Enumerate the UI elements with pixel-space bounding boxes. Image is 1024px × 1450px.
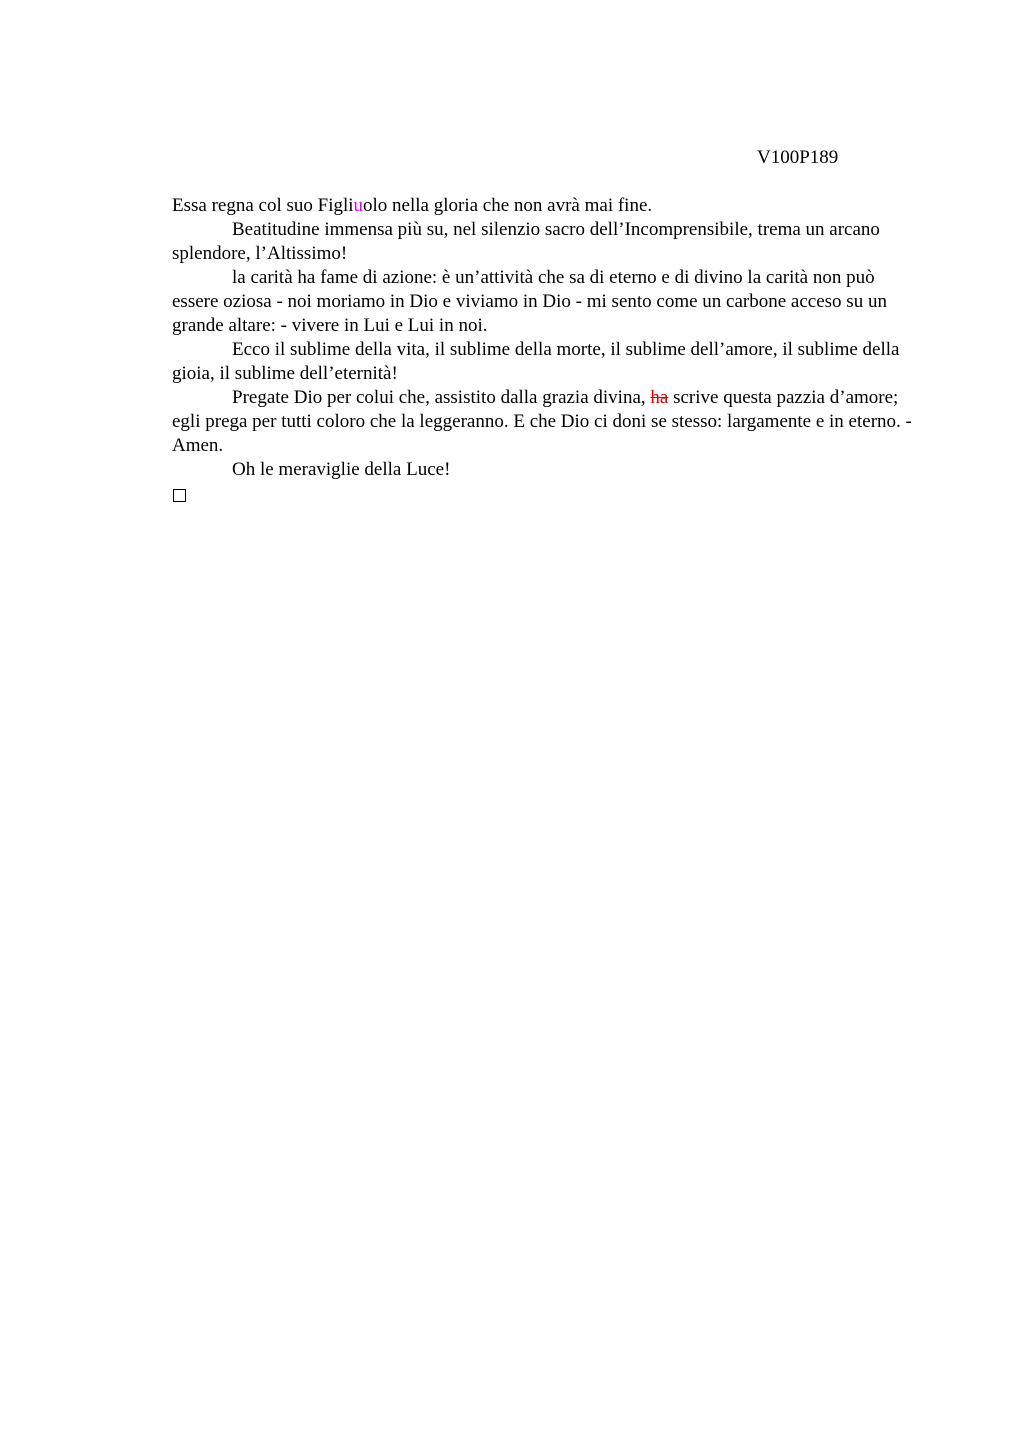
paragraph-6: Oh le meraviglie della Luce! [232, 459, 451, 480]
page-code: V100P189 [757, 147, 839, 168]
deletion-mark: ha [650, 387, 669, 408]
empty-square-icon [173, 489, 186, 502]
paragraph-4: Ecco il sublime della vita, il sublime della morte, il sublime dell’amore, il sublime della gioia, il sublime dell’eternità! [172, 339, 900, 384]
paragraph-1 [172, 194, 917, 218]
insertion-mark: u [353, 195, 364, 216]
document-body [172, 194, 917, 502]
paragraph-5-text-b: scrive questa pazzia d’amore; egli prega per tutti coloro che la leggeranno. E che Dio ci doni se stesso: largamente e in eterno. - Amen. [172, 387, 912, 456]
paragraph-5 [172, 386, 917, 458]
paragraph-1-text-b: olo nella gloria che non avrà mai fine. [363, 195, 653, 216]
paragraph-5-text-a: Pregate Dio per colui che, assistito dalla grazia divina, [232, 387, 651, 408]
paragraph-3: la carità ha fame di azione: è un’attività che sa di eterno e di divino la carità non può essere oziosa - noi moriamo in Dio e viviamo in Dio - mi sento come un carbone acceso su un grande altare: - vivere in Lui e Lui in noi. [172, 267, 887, 336]
paragraph-1-text-a: Essa regna col suo Figli [172, 195, 354, 216]
paragraph-2: Beatitudine immensa più su, nel silenzio sacro dell’Incomprensibile, trema un arcano splendore, l’Altissimo! [172, 219, 880, 264]
